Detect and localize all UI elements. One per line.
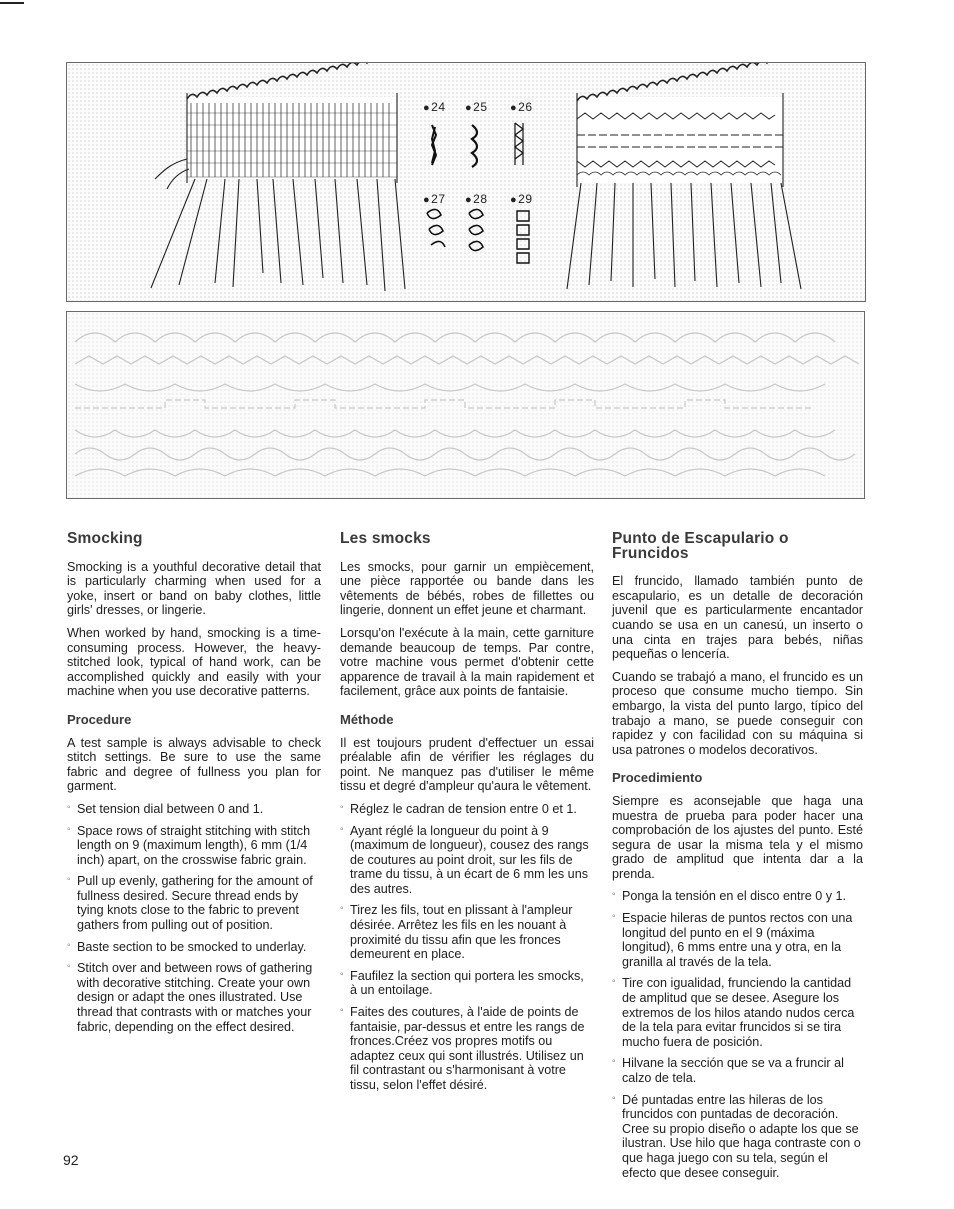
left-smocked-fabric [151, 63, 405, 291]
stitch-number-27: ● 27 [423, 192, 446, 206]
stitch-rows-drawing [67, 312, 864, 498]
smocked-fabric-drawings [67, 63, 865, 301]
section-title-spanish: Punto de Escapulario o Fruncidos [612, 530, 789, 562]
list-item: ◦ Tire con igualidad, frunciendo la cantidad de amplitud que se desee. Asegure los extremos de los hilos atando nudos cerca de la tela para evitar fruncidos si se tira mucho fuera de posición. [612, 976, 863, 1049]
section-title-english: Smocking [67, 530, 143, 547]
procedure-heading: Procedure [67, 711, 132, 727]
procedure-steps [340, 802, 594, 1093]
procedure-heading: Procedimiento [612, 770, 703, 786]
stitch-number-28: ● 28 [465, 192, 488, 206]
procedure-intro: Siempre es aconsejable que haga una muestra de prueba para poder hacer una comprobación de los ajustes del punto. Esté segura de usar la misma tela y el mismo grado de amplitud que intenta dar a la prenda. [612, 793, 863, 881]
list-item: ◦ Ponga la tensión en el disco entre 0 y 1. [612, 889, 863, 904]
procedure-heading: Méthode [340, 711, 394, 727]
intro-paragraph: Lorsqu'on l'exécute à la main, cette garniture demande beaucoup de temps. Par contre, votre machine vous permet d'obtenir cette apparence de travail à la main rapidement et facilement, grâce aux points de fantaisie. [340, 625, 594, 699]
intro-paragraph: El fruncido, llamado también punto de escapulario, es un detalle de decoración juvenil que es particularmente encantador cuando se usa en un canesú, un inserto o una cinta en trajes para bebés, niñas pequeñas o lencería. [612, 574, 863, 662]
page-number: 92 [63, 1152, 79, 1168]
intro-paragraph: Cuando se trabajó a mano, el fruncido es un proceso que consume mucho tiempo. Sin embargo, la vista del punto largo, típico del trabajo a mano, se puede conseguir con rapidez y con facilidad con su máquina si usa patrones o modelos decorativos. [612, 669, 863, 757]
list-item: ◦ Dé puntadas entre las hileras de los fruncidos con puntadas de decoración. Cree su propio diseño o adapte los que se ilustran. Use hilo que haga contraste con o que haga juego con su tela, según el efecto que desee conseguir. [612, 1093, 863, 1181]
stitch-rows-sample [66, 311, 865, 499]
list-item: ◦ Tirez les fils, tout en plissant à l'ampleur désirée. Arrêtez les fils en les nouant à proximité du tissu afin que les fronces demeurent en place. [340, 903, 594, 961]
corner-rule [0, 2, 24, 4]
list-item: ◦ Faufilez la section qui portera les smocks, à un entoilage. [340, 969, 594, 998]
intro-paragraph: Les smocks, pour garnir un empiècement, une pièce rapportée ou bande dans les vêtements de bébés, robes de fillettes ou lingerie, donnent un effet jeune et charmant. [340, 559, 594, 618]
list-item: ◦ Stitch over and between rows of gathering with decorative stitching. Create your own design or adapt the ones illustrated. Use thread that contrasts with or matches your fabric, depending on the effect desired. [67, 961, 321, 1034]
list-item: ◦ Set tension dial between 0 and 1. [67, 802, 321, 817]
list-item: ◦ Space rows of straight stitching with stitch length on 9 (maximum length), 6 mm (1/4 inch) apart, on the crosswise fabric grain. [67, 824, 321, 868]
stitch-number-25: ● 25 [465, 100, 488, 114]
list-item: ◦ Ayant réglé la longueur du point à 9 (maximum de longueur), cousez des rangs de coutures au point droit, sur les fils de trame du tissu, à un écart de 6 mm les uns des autres. [340, 824, 594, 897]
column-spanish [612, 532, 863, 1187]
procedure-intro: Il est toujours prudent d'effectuer un essai préalable afin de vérifier les réglages du point. Ne manquez pas d'utiliser le même tissu et degré d'ampleur qu'aura le vêtement. [340, 735, 594, 794]
stitch-number-29: ● 29 [510, 192, 533, 206]
intro-paragraph: When worked by hand, smocking is a time-consuming process. However, the heavy-stitched look, typical of hand work, can be accomplished quickly and easily with your machine when you use decorative patterns. [67, 625, 321, 699]
list-item: ◦ Réglez le cadran de tension entre 0 et 1. [340, 802, 594, 817]
list-item: ◦ Espacie hileras de puntos rectos con una longitud del punto en el 9 (máxima longitud), 6 mms entre una y otra, en la granilla al través de la tela. [612, 911, 863, 969]
procedure-intro: A test sample is always advisable to check stitch settings. Be sure to use the same fabric and degree of fullness you plan for garment. [67, 735, 321, 794]
list-item: ◦ Baste section to be smocked to underlay. [67, 940, 321, 955]
column-french [340, 532, 594, 1100]
stitch-number-26: ● 26 [510, 100, 533, 114]
list-item: ◦ Faites des coutures, à l'aide de points de fantaisie, par-dessus et entre les rangs de fronces.Créez vos propres motifs ou adaptez ceux qui sont illustrés. Utilisez un fil contrastant ou s'harmonisant à votre tissu, selon l'effet désiré. [340, 1005, 594, 1093]
column-english [67, 532, 321, 1041]
list-item: ◦ Pull up evenly, gathering for the amount of fullness desired. Secure thread ends by tying knots close to the fabric to prevent gathers from pulling out of position. [67, 874, 321, 932]
right-smocked-fabric [567, 63, 801, 289]
procedure-steps [67, 802, 321, 1034]
section-title-french: Les smocks [340, 530, 431, 547]
intro-paragraph: Smocking is a youthful decorative detail that is particularly charming when used for a yoke, insert or band on baby clothes, little girls' dresses, or lingerie. [67, 559, 321, 618]
list-item: ◦ Hilvane la sección que se va a fruncir al calzo de tela. [612, 1056, 863, 1085]
smocking-illustration [66, 62, 866, 302]
stitch-number-24: ● 24 [423, 100, 446, 114]
procedure-steps [612, 889, 863, 1180]
